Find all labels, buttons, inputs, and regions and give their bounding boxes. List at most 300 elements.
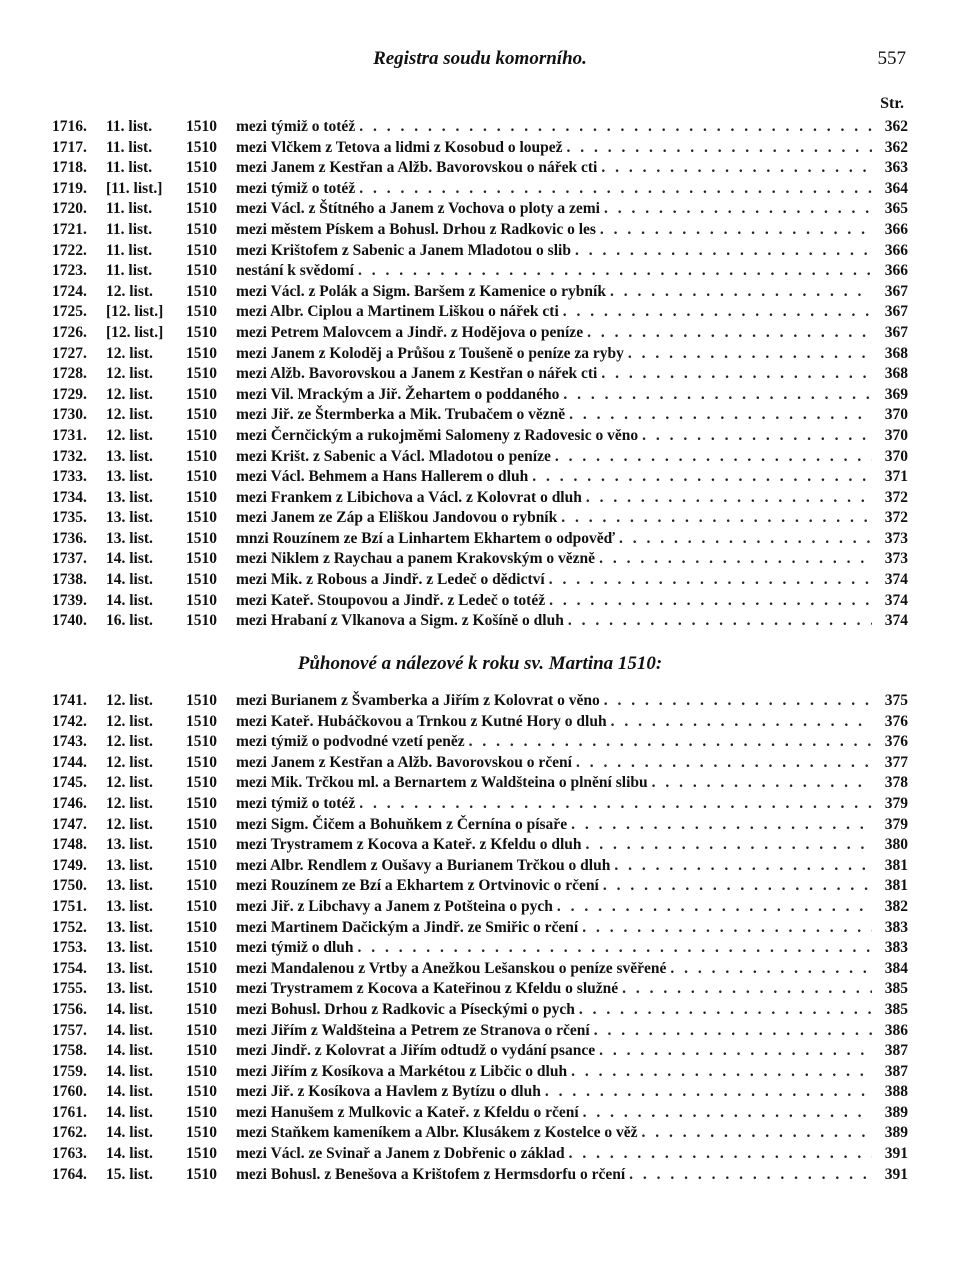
entry-year: 1510 [186, 794, 217, 812]
entry-text: mezi Sigm. Čičem a Bohuňkem z Černína o písaře [236, 815, 568, 833]
entry-row [52, 302, 908, 323]
entry-row [52, 712, 908, 733]
entry-number: 1750. [52, 877, 87, 895]
entry-leaf: 12. list. [106, 406, 153, 424]
entry-row [52, 1041, 908, 1062]
dot-leader [638, 426, 872, 447]
entry-year: 1510 [186, 282, 217, 300]
entry-leaf: 11. list. [106, 118, 153, 135]
entry-year: 1510 [186, 1083, 217, 1101]
dot-leader [572, 753, 872, 774]
entry-page: 376 [884, 733, 908, 751]
entry-year: 1510 [186, 262, 217, 280]
dot-leader [557, 508, 872, 529]
entry-page: 389 [884, 1103, 908, 1121]
entry-leaf: 14. list. [106, 1042, 153, 1060]
entry-year: 1510 [186, 918, 217, 936]
entry-row [52, 508, 908, 529]
entry-page: 380 [884, 836, 908, 854]
dot-leader [567, 815, 872, 836]
entry-text: mezi Frankem z Libichova a Václ. z Kolovrat o dluh [236, 488, 582, 506]
dot-leader [599, 876, 872, 897]
entry-page: 382 [884, 897, 908, 915]
entry-year: 1510 [186, 856, 217, 874]
entry-year: 1510 [186, 385, 217, 403]
dot-leader [563, 138, 872, 159]
entry-year: 1510 [186, 344, 217, 362]
dot-leader [355, 794, 872, 815]
entry-text: mezi Václ. ze Svinař a Janem z Dobřenic o základ [236, 1145, 565, 1163]
entry-text: mezi Mik. z Robous a Jindř. z Ledeč o dědictví [236, 571, 545, 589]
entry-text: mezi Bohusl. Drhou z Radkovic a Píseckými o pych [236, 1000, 575, 1018]
entry-leaf: 13. list. [106, 959, 153, 977]
entry-row [52, 1123, 908, 1144]
entry-number: 1728. [52, 365, 87, 383]
dot-leader [582, 488, 872, 509]
entry-leaf: 14. list. [106, 1062, 153, 1080]
entry-leaf: 13. list. [106, 918, 153, 936]
entry-year: 1510 [186, 1062, 217, 1080]
entry-row [52, 323, 908, 344]
entry-number: 1742. [52, 712, 87, 730]
entry-leaf: 12. list. [106, 815, 153, 833]
dot-leader [595, 1041, 872, 1062]
entry-page: 374 [884, 612, 908, 630]
entry-row [52, 447, 908, 468]
entry-year: 1510 [186, 426, 217, 444]
entry-text: mezi Janem z Koloděj a Průšou z Toušeně o peníze za ryby [236, 344, 624, 362]
entry-text: mezi Vlčkem z Tetova a lidmi z Kosobud o loupež [236, 138, 563, 156]
entry-year: 1510 [186, 571, 217, 589]
entry-leaf: 12. list. [106, 794, 153, 812]
entry-leaf: 13. list. [106, 509, 153, 527]
entry-page: 372 [884, 488, 908, 506]
entry-leaf: 14. list. [106, 1083, 153, 1101]
entry-row [52, 385, 908, 406]
entry-leaf: 14. list. [106, 591, 153, 609]
entry-number: 1718. [52, 159, 87, 177]
entry-leaf: 11. list. [106, 159, 153, 177]
entry-text: mezi Kateř. Hubáčkovou a Trnkou z Kutné Hory o dluh [236, 712, 607, 730]
entry-number: 1745. [52, 774, 87, 792]
entry-row [52, 1144, 908, 1165]
entry-page: 366 [884, 241, 908, 259]
dot-leader [615, 529, 872, 550]
entry-page: 387 [884, 1062, 908, 1080]
entry-number: 1760. [52, 1083, 87, 1101]
dot-leader [559, 385, 872, 406]
entry-row [52, 591, 908, 612]
entry-page: 384 [884, 959, 908, 977]
entry-number: 1741. [52, 692, 87, 709]
entry-page: 373 [884, 550, 908, 568]
entry-page: 387 [884, 1042, 908, 1060]
entry-row [52, 938, 908, 959]
entry-leaf: [12. list.] [106, 323, 164, 341]
dot-leader [590, 1021, 872, 1042]
entry-number: 1723. [52, 262, 87, 280]
entry-page: 389 [884, 1124, 908, 1142]
entry-text: mezi týmiž o totéž [236, 794, 356, 812]
entry-row [52, 979, 908, 1000]
entry-leaf: 11. list. [106, 262, 153, 280]
entry-year: 1510 [186, 1124, 217, 1142]
entry-row [52, 344, 908, 365]
entry-row [52, 1165, 908, 1186]
entry-leaf: 14. list. [106, 571, 153, 589]
entry-number: 1738. [52, 571, 87, 589]
entry-text: mezi Hrabaní z Vlkanova a Sigm. z Košíně o dluh [236, 612, 564, 630]
entry-text: mezi Václ. Behmem a Hans Hallerem o dluh [236, 468, 529, 486]
entry-year: 1510 [186, 220, 217, 238]
entry-number: 1746. [52, 794, 87, 812]
entry-leaf: 14. list. [106, 1000, 153, 1018]
entry-year: 1510 [186, 138, 217, 156]
entry-row [52, 753, 908, 774]
entry-text: mezi Alžb. Bavorovskou a Janem z Kestřan o nářek cti [236, 365, 598, 383]
entry-number: 1754. [52, 959, 87, 977]
entry-text: mezi městem Pískem a Bohusl. Drhou z Radkovic o les [236, 220, 596, 238]
entry-number: 1737. [52, 550, 87, 568]
entry-text: nestání k svědomí [236, 262, 354, 280]
entry-text: mezi Jiřím z Waldšteina a Petrem ze Stranova o rčení [236, 1021, 590, 1039]
entry-text: mezi Jiřím z Kosíkova a Markétou z Libčic o dluh [236, 1062, 568, 1080]
entry-number: 1729. [52, 385, 87, 403]
entry-row [52, 918, 908, 939]
entry-row [52, 835, 908, 856]
entry-leaf: 11. list. [106, 220, 153, 238]
entry-text: mezi Vil. Mrackým a Jiř. Žehartem o poddaného [236, 385, 560, 403]
entry-page: 368 [884, 365, 908, 383]
entry-text: mezi Jiř. z Kosíkova a Havlem z Bytízu o dluh [236, 1083, 541, 1101]
entry-number: 1724. [52, 282, 87, 300]
dot-leader [545, 570, 872, 591]
entry-page: 363 [884, 159, 908, 177]
dot-leader [571, 241, 872, 262]
entry-row [52, 1082, 908, 1103]
entry-number: 1748. [52, 836, 87, 854]
entry-page: 383 [884, 939, 908, 957]
entry-leaf: 13. list. [106, 447, 153, 465]
entry-page: 367 [884, 282, 908, 300]
dot-leader [354, 261, 872, 282]
entry-leaf: 16. list. [106, 612, 153, 630]
entry-leaf: 13. list. [106, 939, 153, 957]
entry-leaf: 11. list. [106, 138, 153, 156]
entry-page: 386 [884, 1021, 908, 1039]
entry-number: 1756. [52, 1000, 87, 1018]
entry-page: 370 [884, 426, 908, 444]
entry-row [52, 1103, 908, 1124]
entry-text: mezi Rouzínem ze Bzí a Ekhartem z Ortvinovic o rčení [236, 877, 599, 895]
entry-number: 1725. [52, 303, 87, 321]
entry-text: mezi Petrem Malovcem a Jindř. z Hodějova o peníze [236, 323, 584, 341]
entry-leaf: 14. list. [106, 1145, 153, 1163]
entry-text: mezi Trystramem z Kocova a Kateř. z Kfeldu o dluh [236, 836, 582, 854]
running-title: Registra soudu komorního. [373, 48, 587, 69]
dot-leader [596, 220, 872, 241]
entry-page: 362 [884, 138, 908, 156]
entry-text: mezi Janem z Kestřan a Alžb. Bavorovskou o rčení [236, 753, 572, 771]
entry-row [52, 876, 908, 897]
entry-leaf: 12. list. [106, 733, 153, 751]
entry-leaf: 13. list. [106, 980, 153, 998]
entry-number: 1758. [52, 1042, 87, 1060]
entry-page: 368 [884, 344, 908, 362]
entry-year: 1510 [186, 939, 217, 957]
dot-leader [610, 856, 872, 877]
entry-text: mezi Martinem Dačickým a Jindř. ze Smiřic o rčení [236, 918, 579, 936]
entry-row [52, 467, 908, 488]
entry-number: 1747. [52, 815, 87, 833]
entry-page: 364 [884, 179, 908, 197]
entry-row [52, 549, 908, 570]
entry-text: mezi týmiž o podvodné vzetí peněz [236, 733, 465, 751]
dot-leader [597, 158, 872, 179]
entry-text: mezi Albr. Ciplou a Martinem Liškou o nářek cti [236, 303, 559, 321]
entry-number: 1716. [52, 118, 87, 135]
entry-year: 1510 [186, 692, 217, 709]
entry-leaf: 12. list. [106, 753, 153, 771]
entry-number: 1740. [52, 612, 87, 630]
dot-leader [624, 344, 872, 365]
entry-text: mezi Černčickým a rukojměmi Salomeny z Radovesic o věno [236, 426, 639, 444]
dot-leader [583, 323, 872, 344]
entry-year: 1510 [186, 179, 217, 197]
entry-page: 366 [884, 220, 908, 238]
dot-leader [553, 897, 872, 918]
dot-leader [579, 1103, 872, 1124]
entry-row [52, 488, 908, 509]
entry-leaf: 14. list. [106, 1021, 153, 1039]
entry-page: 374 [884, 591, 908, 609]
entry-row [52, 815, 908, 836]
entry-number: 1739. [52, 591, 87, 609]
entry-year: 1510 [186, 897, 217, 915]
dot-leader [625, 1165, 872, 1186]
dot-leader [354, 938, 872, 959]
dot-leader [567, 1062, 872, 1083]
entry-row [52, 732, 908, 753]
entry-row [52, 261, 908, 282]
entry-row [52, 529, 908, 550]
entry-year: 1510 [186, 753, 217, 771]
entry-row [52, 158, 908, 179]
entry-text: mezi Krištofem z Sabenic a Janem Mladotou o slib [236, 241, 571, 259]
entry-number: 1759. [52, 1062, 87, 1080]
entry-text: mezi týmiž o dluh [236, 939, 354, 957]
entry-number: 1763. [52, 1145, 87, 1163]
entry-row [52, 282, 908, 303]
entry-year: 1510 [186, 118, 217, 135]
dot-leader [597, 364, 872, 385]
entry-page: 370 [884, 447, 908, 465]
entry-text: mezi Václ. z Štítného a Janem z Vochova o ploty a zemi [236, 200, 600, 218]
entry-text: mezi Staňkem kameníkem a Albr. Klusákem z Kostelce o věž [236, 1124, 638, 1142]
entry-page: 372 [884, 509, 908, 527]
entry-year: 1510 [186, 529, 217, 547]
entry-page: 381 [884, 856, 908, 874]
entry-leaf: 13. list. [106, 897, 153, 915]
entry-leaf: 12. list. [106, 712, 153, 730]
entry-page: 391 [884, 1165, 908, 1183]
dot-leader [559, 302, 872, 323]
entry-year: 1510 [186, 241, 217, 259]
entry-page: 381 [884, 877, 908, 895]
entry-year: 1510 [186, 303, 217, 321]
entry-number: 1751. [52, 897, 87, 915]
entry-page: 365 [884, 200, 908, 218]
dot-leader [578, 918, 872, 939]
entry-page: 367 [884, 303, 908, 321]
page-column-label: Str. [880, 95, 904, 112]
entry-year: 1510 [186, 1103, 217, 1121]
entry-year: 1510 [186, 447, 217, 465]
entry-text: mezi Janem z Kestřan a Alžb. Bavorovskou o nářek cti [236, 159, 598, 177]
entry-page: 388 [884, 1083, 908, 1101]
entry-number: 1735. [52, 509, 87, 527]
entry-text: mezi týmiž o totéž [236, 179, 356, 197]
entry-number: 1761. [52, 1103, 87, 1121]
entry-leaf: 13. list. [106, 877, 153, 895]
entry-page: 391 [884, 1145, 908, 1163]
entry-leaf: 15. list. [106, 1165, 153, 1183]
entry-year: 1510 [186, 323, 217, 341]
dot-leader [607, 712, 872, 733]
dot-leader [618, 979, 872, 1000]
entry-number: 1749. [52, 856, 87, 874]
entry-page: 362 [884, 118, 908, 135]
entry-text: mezi Burianem z Švamberka a Jiřím z Kolovrat o věno [236, 692, 600, 709]
entry-text: mezi Krišt. z Sabenic a Václ. Mladotou o peníze [236, 447, 551, 465]
entry-leaf: 13. list. [106, 836, 153, 854]
entry-row [52, 241, 908, 262]
entry-number: 1743. [52, 733, 87, 751]
entry-text: mezi Janem ze Záp a Eliškou Jandovou o rybník [236, 509, 558, 527]
entry-year: 1510 [186, 509, 217, 527]
entry-row [52, 117, 908, 138]
entry-row [52, 897, 908, 918]
dot-leader [638, 1123, 872, 1144]
dot-leader [355, 179, 872, 200]
entry-leaf: 12. list. [106, 774, 153, 792]
entry-leaf: 11. list. [106, 241, 153, 259]
entry-year: 1510 [186, 733, 217, 751]
entry-page: 367 [884, 323, 908, 341]
entry-year: 1510 [186, 550, 217, 568]
entry-leaf: 12. list. [106, 385, 153, 403]
entry-page: 375 [884, 692, 908, 709]
entry-text: mezi Trystramem z Kocova a Kateřinou z Kfeldu o služné [236, 980, 619, 998]
entry-leaf: [12. list.] [106, 303, 164, 321]
entry-year: 1510 [186, 877, 217, 895]
entry-text: mezi Jiř. ze Štermberka a Mik. Trubačem o vězně [236, 406, 566, 424]
entry-page: 369 [884, 385, 908, 403]
entry-row [52, 691, 908, 712]
entry-row [52, 405, 908, 426]
entry-number: 1732. [52, 447, 87, 465]
dot-leader [575, 1000, 872, 1021]
entry-leaf: 12. list. [106, 692, 153, 709]
entry-year: 1510 [186, 1021, 217, 1039]
dot-leader [565, 405, 872, 426]
entry-page: 377 [884, 753, 908, 771]
entry-list-2 [52, 691, 908, 1185]
entry-number: 1753. [52, 939, 87, 957]
dot-leader [666, 959, 872, 980]
entry-list-1 [52, 117, 908, 632]
entry-year: 1510 [186, 712, 217, 730]
entry-row [52, 179, 908, 200]
entry-text: mezi Mandalenou z Vrtby a Anežkou Lešanskou o peníze svěřené [236, 959, 667, 977]
dot-leader [528, 467, 872, 488]
entry-leaf: 13. list. [106, 529, 153, 547]
entry-year: 1510 [186, 365, 217, 383]
entry-year: 1510 [186, 980, 217, 998]
entry-number: 1720. [52, 200, 87, 218]
entry-year: 1510 [186, 1000, 217, 1018]
entry-number: 1757. [52, 1021, 87, 1039]
entry-leaf: 13. list. [106, 856, 153, 874]
running-head [52, 46, 908, 72]
entry-page: 371 [884, 468, 908, 486]
entry-page: 374 [884, 571, 908, 589]
entry-number: 1744. [52, 753, 87, 771]
entry-page: 366 [884, 262, 908, 280]
dot-leader [595, 549, 872, 570]
entry-leaf: 12. list. [106, 426, 153, 444]
entry-leaf: [11. list.] [106, 179, 163, 197]
entry-text: mezi Mik. Trčkou ml. a Bernartem z Waldšteina o plnění slibu [236, 774, 648, 792]
entry-text: mezi Niklem z Raychau a panem Krakovským o vězně [236, 550, 596, 568]
entry-number: 1755. [52, 980, 87, 998]
entry-number: 1719. [52, 179, 87, 197]
dot-leader [465, 732, 872, 753]
entry-number: 1733. [52, 468, 87, 486]
entry-year: 1510 [186, 406, 217, 424]
entry-row [52, 138, 908, 159]
dot-leader [648, 773, 872, 794]
entry-leaf: 11. list. [106, 200, 153, 218]
entry-page: 379 [884, 794, 908, 812]
dot-leader [582, 835, 872, 856]
entry-page: 373 [884, 529, 908, 547]
entry-year: 1510 [186, 1145, 217, 1163]
entry-text: mezi Hanušem z Mulkovic a Kateř. z Kfeldu o rčení [236, 1103, 579, 1121]
entry-number: 1762. [52, 1124, 87, 1142]
entry-row [52, 794, 908, 815]
entry-number: 1764. [52, 1165, 87, 1183]
entry-year: 1510 [186, 591, 217, 609]
entry-page: 376 [884, 712, 908, 730]
entry-number: 1752. [52, 918, 87, 936]
entry-row [52, 773, 908, 794]
entry-year: 1510 [186, 612, 217, 630]
entry-row [52, 570, 908, 591]
dot-leader [600, 691, 872, 712]
section-heading: Půhonové a nálezové k roku sv. Martina 1510: [297, 653, 663, 674]
entry-year: 1510 [186, 815, 217, 833]
entry-year: 1510 [186, 1042, 217, 1060]
dot-leader [565, 1144, 872, 1165]
entry-year: 1510 [186, 1165, 217, 1183]
entry-text: mezi Bohusl. z Benešova a Krištofem z Hermsdorfu o rčení [236, 1165, 626, 1183]
dot-leader [541, 1082, 872, 1103]
entry-number: 1727. [52, 344, 87, 362]
entry-row [52, 364, 908, 385]
entry-page: 385 [884, 980, 908, 998]
entry-number: 1721. [52, 220, 87, 238]
